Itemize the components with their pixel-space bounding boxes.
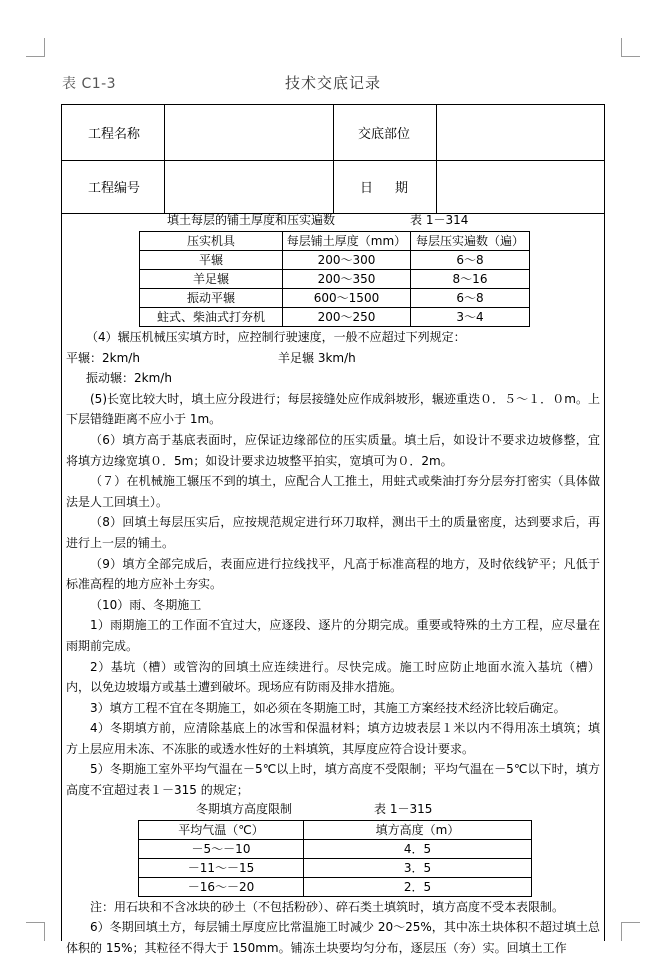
table2-cell: 3．5 bbox=[304, 858, 532, 877]
table1-header-cell: 压实机具 bbox=[140, 232, 283, 251]
form-title: 技术交底记录 bbox=[284, 74, 381, 92]
table2 bbox=[138, 820, 532, 897]
table1-cell: 200～350 bbox=[283, 270, 411, 289]
paragraph-4: （4）辗压机械压实填方时，应控制行驶速度，一般不应超过下列规定： bbox=[86, 330, 466, 344]
table1-cell: 蛀式、柴油式打夯机 bbox=[140, 308, 283, 327]
crop-mark-top-right bbox=[621, 38, 640, 57]
table2-number: 表 1－315 bbox=[374, 801, 433, 816]
table2-header-cell: 平均气温（℃） bbox=[139, 820, 304, 839]
table-row bbox=[140, 308, 530, 327]
table-row bbox=[139, 820, 532, 839]
table1-cell: 羊足辗 bbox=[140, 270, 283, 289]
table-row bbox=[140, 232, 530, 251]
paragraph-7: （７）在机械施工辗压不到的填土，应配合人工推土，用蛀式或柴油打夯分层夯打密实（具体做法是人工回填土）。 bbox=[66, 474, 600, 509]
table2-cell: －5～－10 bbox=[139, 839, 304, 858]
table2-caption: 冬期填方高度限制 bbox=[196, 801, 293, 816]
paragraph-10: （10）雨、冬期施工 bbox=[90, 597, 202, 612]
table1-cell: 600～1500 bbox=[283, 289, 411, 308]
content-body bbox=[62, 212, 604, 958]
table1-caption: 填土每层的铺土厚度和压实遍数 bbox=[167, 213, 336, 227]
crop-mark-top-left bbox=[26, 38, 45, 57]
table2-cell: －11～－15 bbox=[139, 858, 304, 877]
header-table bbox=[62, 105, 604, 214]
project-no-value[interactable] bbox=[165, 160, 334, 213]
table1-cell: 200～250 bbox=[283, 308, 411, 327]
table1-cell: 6～8 bbox=[411, 251, 530, 270]
table1-cell: 8～16 bbox=[411, 270, 530, 289]
table-row bbox=[139, 877, 532, 896]
winter-item-4: 4）冬期填方前，应清除基底上的冰雪和保温材料；填方边坡表层１米以内不得用冻土填筑；填方上层应用未冻、不冻胀的或透水性好的土料填筑，其厚度应符合设计要求。 bbox=[66, 721, 600, 756]
date-value[interactable] bbox=[437, 160, 605, 213]
table1-cell: 3～4 bbox=[411, 308, 530, 327]
winter-item-3: 3）填方工程不宜在冬期施工，如必须在冬期施工时，其施工方案经技术经济比较后确定。 bbox=[90, 700, 566, 715]
project-no-label: 工程编号 bbox=[62, 160, 165, 213]
record-frame bbox=[61, 104, 605, 955]
crop-mark-bottom-left bbox=[26, 922, 45, 941]
table2-cell: 4．5 bbox=[304, 839, 532, 858]
project-name-label: 工程名称 bbox=[62, 105, 165, 160]
speed-flat-roller: 平辗：2km/h bbox=[66, 350, 140, 365]
paragraph-8: （8）回填土每层压实后，应按规范规定进行环刀取样，测出干土的质量密度，达到要求后，再进行上一层的铺土。 bbox=[66, 515, 600, 550]
table1 bbox=[139, 231, 530, 327]
crop-mark-bottom-right bbox=[621, 922, 640, 941]
table2-header-cell: 填方高度（m） bbox=[304, 820, 532, 839]
location-label: 交底部位 bbox=[334, 105, 437, 160]
winter-item-5: 5）冬期施工室外平均气温在－5℃以上时，填方高度不受限制；平均气温在－5℃以下时，填方高度不宜超过表１－315 的规定； bbox=[66, 762, 600, 798]
paragraph-6: （6）填方高于基底表面时，应保证边缘部位的压实质量。填土后，如设计不要求边坡修整，宜将填方边缘宽填０．5m；如设计要求边坡整平拍实，宽填可为０．2m。 bbox=[66, 432, 600, 468]
paragraph-5: (5)长宽比较大时，填土应分段进行；每层接缝处应作成斜坡形，辗迹重迭０．５～１．０m。上下层错缝距离不应小于 1m。 bbox=[66, 391, 600, 427]
table-row bbox=[139, 839, 532, 858]
table-row bbox=[140, 270, 530, 289]
winter-item-6: 6）冬期回填土方，每层铺土厚度应比常温施工时减少 20～25%，其中冻土块体积不超过填土总体积的 15%；其粒径不得大于 150mm。铺冻土块要均匀分布，逐层压（夯）实。回填土工作 bbox=[66, 920, 600, 955]
project-name-value[interactable] bbox=[165, 105, 334, 160]
table-row bbox=[140, 251, 530, 270]
table-row bbox=[139, 858, 532, 877]
table-row bbox=[140, 289, 530, 308]
rain-item-1: 1）雨期施工的工作面不宜过大，应逐段、逐片的分期完成。重要或特殊的土方工程，应尽量在雨期前完成。 bbox=[66, 618, 600, 653]
rain-item-2: 2）基坑（槽）或管沟的回填土应连续进行。尽快完成。施工时应防止地面水流入基坑（槽）内，以免边坡塌方或基土遭到破坏。现场应有防雨及排水措施。 bbox=[66, 659, 600, 695]
location-value[interactable] bbox=[437, 105, 605, 160]
table1-header-cell: 每层铺土厚度（mm） bbox=[283, 232, 411, 251]
date-label: 日期 bbox=[334, 160, 437, 213]
table1-cell: 6～8 bbox=[411, 289, 530, 308]
speed-line bbox=[62, 348, 604, 369]
paragraph-9: （9）填方全部完成后，表面应进行拉线找平，凡高于标准高程的地方，及时依线铲平；凡低于标准高程的地方应补土夯实。 bbox=[66, 556, 600, 592]
table1-cell: 200～300 bbox=[283, 251, 411, 270]
table2-cell: －16～－20 bbox=[139, 877, 304, 896]
table2-note: 注：用石块和不含冰块的砂土（不包括粉砂）、碎石类土填筑时，填方高度不受本表限制。 bbox=[90, 899, 565, 914]
table2-caption-row bbox=[62, 801, 604, 820]
form-number: 表 C1-3 bbox=[62, 76, 117, 92]
speed-sheepsfoot-roller: 羊足辗 3km/h bbox=[278, 350, 356, 365]
table1-number: 表 1－314 bbox=[410, 213, 469, 227]
speed-vibratory-roller: 振动辗：2km/h bbox=[86, 371, 172, 386]
table2-cell: 2．5 bbox=[304, 877, 532, 896]
table1-caption-row bbox=[62, 212, 604, 231]
table1-cell: 平辗 bbox=[140, 251, 283, 270]
table1-cell: 振动平辗 bbox=[140, 289, 283, 308]
table1-header-cell: 每层压实遍数（遍） bbox=[411, 232, 530, 251]
